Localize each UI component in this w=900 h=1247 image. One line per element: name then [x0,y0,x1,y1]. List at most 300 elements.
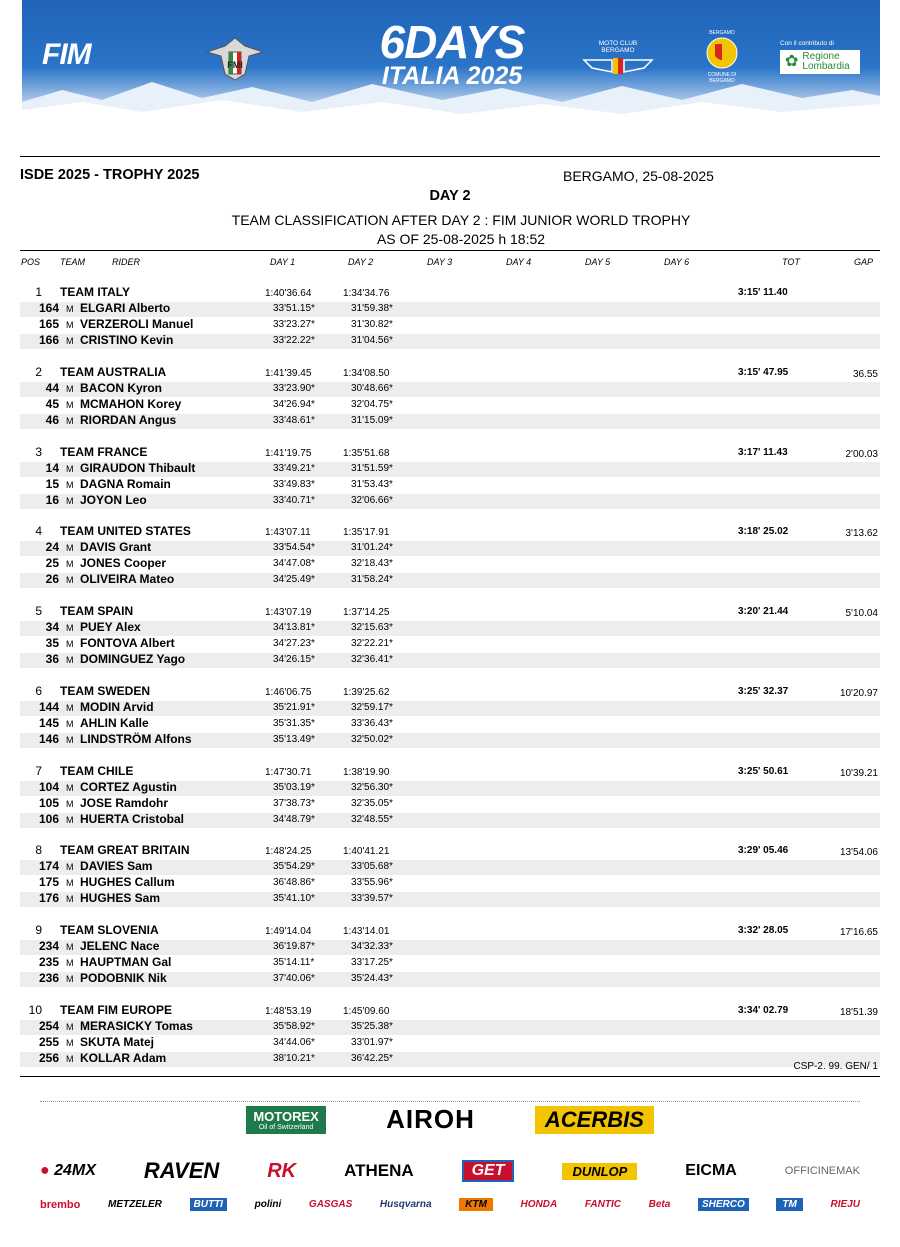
rider-class: M [66,942,74,952]
team-day2-time: 1:39'25.62 [343,687,390,698]
rider-row [20,733,880,748]
rider-day1-time: 34'27.23* [273,638,315,649]
rider-name: MODIN Arvid [80,700,154,714]
rider-day1-time: 33'23.90* [273,383,315,394]
sponsor-gasgas: GASGAS [308,1199,353,1210]
sponsor-ktm: KTM [459,1198,493,1211]
rider-name: SKUTA Matej [80,1035,155,1049]
sponsor-acerbis: ACERBIS [535,1106,654,1134]
rider-class: M [66,320,74,330]
rider-number: 24 [45,540,59,554]
rider-row [20,940,880,955]
sponsor-husqvarna: Husqvarna [379,1199,432,1210]
rider-number: 36 [45,652,59,666]
rider-number: 176 [38,891,59,905]
rider-class: M [66,384,74,394]
rider-day1-time: 34'26.94* [273,399,315,410]
rider-number: 236 [38,971,59,985]
rider-day2-time: 31'53.43* [351,479,393,490]
rider-day2-time: 31'58.24* [351,574,393,585]
col-day1: DAY 1 [270,257,296,267]
rider-name: ELGARI Alberto [80,301,171,315]
rider-day1-time: 33'54.54* [273,542,315,553]
rider-row [20,478,880,493]
team-gap: 10'20.97 [839,688,878,699]
rider-day1-time: 34'26.15* [273,654,315,665]
rider-name: HAUPTMAN Gal [80,955,172,969]
team-position: 8 [35,843,42,857]
rider-name: AHLIN Kalle [80,716,149,730]
rider-number: 164 [38,301,59,315]
sponsor-athena: ATHENA [344,1161,414,1180]
classification-title: TEAM CLASSIFICATION AFTER DAY 2 : FIM JUNIOR WORLD TROPHY [231,212,691,228]
rider-number: 16 [45,493,59,507]
rider-row [20,557,880,572]
rider-day2-time: 32'50.02* [351,734,393,745]
team-block [0,843,900,923]
rider-name: VERZEROLI Manuel [80,317,194,331]
team-position: 4 [35,524,42,538]
team-position: 5 [35,604,42,618]
col-day2: DAY 2 [348,257,374,267]
bottom-rule [20,1076,880,1077]
col-tot: TOT [782,257,800,267]
sponsor-raven: RAVEN [143,1158,220,1183]
team-position: 10 [28,1003,42,1017]
day-title: DAY 2 [429,188,471,204]
col-day6: DAY 6 [664,257,690,267]
sponsor-butti: BUTTI [190,1198,227,1211]
rider-day1-time: 35'54.29* [273,861,315,872]
sponsors-row-2 [40,1158,860,1184]
rider-class: M [66,974,74,984]
sponsor-eicma: EICMA [685,1162,737,1179]
rider-day1-time: 35'03.19* [273,782,315,793]
rider-day2-time: 32'22.21* [351,638,393,649]
rider-day1-time: 33'22.22* [273,335,315,346]
sponsor-metzeler: METZELER [107,1199,162,1210]
team-gap: 13'54.06 [839,847,878,858]
rider-day2-time: 32'59.17* [351,702,393,713]
rider-day1-time: 37'38.73* [273,798,315,809]
rider-class: M [66,862,74,872]
team-total-time: 3:17' 11.43 [738,447,788,458]
rider-day1-time: 33'49.21* [273,463,315,474]
team-gap: 17'16.65 [839,927,878,938]
rider-name: PUEY Alex [80,620,141,634]
rider-number: 35 [45,636,59,650]
rider-day1-time: 35'21.91* [273,702,315,713]
team-block [0,764,900,844]
col-pos: POS [21,257,41,267]
sponsor-divider [40,1101,860,1102]
sponsors-row-3 [40,1198,860,1211]
team-day2-time: 1:34'08.50 [343,368,390,379]
rider-row [20,653,880,668]
rider-day2-time: 35'25.38* [351,1021,393,1032]
rider-number: 235 [38,955,59,969]
rider-number: 34 [45,620,59,634]
rider-row [20,621,880,636]
sponsor-rk: RK [267,1159,297,1182]
rider-day2-time: 33'05.68* [351,861,393,872]
rider-day2-time: 32'04.75* [351,399,393,410]
rider-class: M [66,1038,74,1048]
team-gap: 10'39.21 [839,768,878,779]
team-day2-time: 1:34'34.76 [343,288,390,299]
fim-logo: FIM [42,38,91,71]
rider-class: M [66,783,74,793]
rider-row [20,1036,880,1051]
team-name: TEAM AUSTRALIA [60,365,167,379]
24mx-icon: ● [40,1162,50,1179]
bergamo-crest [706,36,738,70]
rider-day2-time: 32'06.66* [351,495,393,506]
rider-row [20,701,880,716]
lombardia-wordmark [802,52,849,72]
team-gap: 3'13.62 [845,528,878,539]
rider-class: M [66,543,74,553]
team-total-time: 3:32' 28.05 [738,925,789,936]
col-day3: DAY 3 [427,257,453,267]
24mx-wordmark: 24MX [54,1162,96,1179]
rider-row [20,717,880,732]
moto-club-wings [582,54,654,76]
rider-day2-time: 31'04.56* [351,335,393,346]
rider-row [20,334,880,349]
rider-day2-time: 30'48.66* [351,383,393,394]
rider-name: JOYON Leo [80,493,147,507]
rider-number: 26 [45,572,59,586]
header-banner [22,0,880,122]
rider-day2-time: 31'51.59* [351,463,393,474]
team-day2-time: 1:40'41.21 [343,846,390,857]
col-gap: GAP [854,257,874,267]
sponsor-beta: Beta [648,1199,671,1210]
rider-row [20,860,880,875]
rider-row [20,541,880,556]
team-name: TEAM FRANCE [60,445,148,459]
team-total-time: 3:15' 47.95 [738,367,789,378]
rider-row [20,972,880,987]
rider-class: M [66,735,74,745]
team-position: 3 [35,445,42,459]
rider-day1-time: 36'19.87* [273,941,315,952]
team-total-time: 3:34' 02.79 [738,1005,789,1016]
team-day1-time: 1:47'30.71 [265,767,312,778]
rider-row [20,813,880,828]
sponsor-sherco: SHERCO [698,1198,749,1211]
rider-number: 104 [38,780,59,794]
rider-class: M [66,480,74,490]
team-day1-time: 1:43'07.19 [265,607,312,618]
motorex-tagline: Oil of Switzerland [258,1123,314,1131]
rider-number: 256 [38,1051,59,1065]
rider-name: PODOBNIK Nik [80,971,167,985]
bergamo-crest-motto: COMUNE DI BERGAMO [707,72,737,84]
rider-name: HUGHES Callum [80,875,175,889]
team-total-time: 3:29' 05.46 [738,845,789,856]
rider-class: M [66,878,74,888]
rider-day1-time: 33'40.71* [273,495,315,506]
sponsor-rieju: RIEJU [830,1199,860,1210]
rider-day2-time: 31'15.09* [351,415,393,426]
rider-name: JONES Cooper [80,556,167,570]
rider-number: 174 [38,859,59,873]
team-position: 2 [35,365,42,379]
col-rider: RIDER [112,257,141,267]
rider-row [20,573,880,588]
rider-name: JELENC Nace [80,939,160,953]
rider-class: M [66,464,74,474]
team-total-time: 3:25' 32.37 [738,686,789,697]
six-days-subtitle: ITALIA 2025 [381,62,523,90]
rider-row [20,494,880,509]
rider-name: GIRAUDON Thibault [80,461,196,475]
bergamo-crest-city: BERGAMO [709,30,735,36]
rider-row [20,382,880,397]
team-total-time: 3:25' 50.61 [738,766,789,777]
rider-class: M [66,719,74,729]
rider-day1-time: 35'14.11* [273,957,315,968]
rider-number: 45 [45,397,59,411]
sponsor-brembo: brembo [40,1198,81,1211]
rider-day1-time: 33'23.27* [273,319,315,330]
rider-day1-time: 33'51.15* [273,303,315,314]
rider-name: HUGHES Sam [80,891,161,905]
team-name: TEAM SWEDEN [60,684,150,698]
six-days-title: 6DAYS [379,16,525,68]
rider-day2-time: 32'35.05* [351,798,393,809]
rider-day2-time: 34'32.33* [351,941,393,952]
rider-day2-time: 31'30.82* [351,319,393,330]
rider-class: M [66,623,74,633]
rider-day2-time: 33'01.97* [351,1037,393,1048]
team-block [0,1003,900,1073]
rider-number: 255 [38,1035,59,1049]
rider-row [20,956,880,971]
rider-class: M [66,894,74,904]
rider-day2-time: 32'18.43* [351,558,393,569]
team-day1-time: 1:40'36.64 [265,288,312,299]
sponsor-officinemak: OFFICINEMAK [784,1165,860,1177]
contributo-text: Con il contributo di [780,40,834,47]
rider-row [20,462,880,477]
rider-row [20,398,880,413]
rider-name: HUERTA Cristobal [80,812,185,826]
rider-day1-time: 35'41.10* [273,893,315,904]
team-name: TEAM CHILE [60,764,134,778]
event-title: ISDE 2025 - TROPHY 2025 [20,167,200,183]
rider-day2-time: 33'36.43* [351,718,393,729]
sponsor-polini: polini [254,1199,282,1210]
rider-class: M [66,575,74,585]
team-block [0,524,900,604]
document-code: CSP-2. 99. GEN/ 1 [793,1061,878,1072]
rider-day1-time: 33'48.61* [273,415,315,426]
rider-row [20,1052,880,1067]
rider-day1-time: 34'47.08* [273,558,315,569]
fmi-logo [205,34,265,82]
moto-club-bergamo-logo [582,40,654,78]
rider-row [20,414,880,429]
team-name: TEAM SPAIN [60,604,134,618]
team-day1-time: 1:46'06.75 [265,687,312,698]
team-block [0,445,900,525]
rider-row [20,797,880,812]
rider-day1-time: 36'48.86* [273,877,315,888]
rider-name: BACON Kyron [80,381,163,395]
rider-number: 106 [38,812,59,826]
moto-club-text: MOTO CLUB BERGAMO [598,40,638,54]
rider-day2-time: 36'42.25* [351,1053,393,1064]
rider-number: 165 [38,317,59,331]
rider-day2-time: 33'39.57* [351,893,393,904]
rider-name: CRISTINO Kevin [80,333,174,347]
sponsors-row-1 [40,1104,860,1135]
rider-class: M [66,304,74,314]
rider-number: 145 [38,716,59,730]
rider-number: 175 [38,875,59,889]
team-day1-time: 1:43'07.11 [265,527,311,538]
rider-class: M [66,655,74,665]
rider-day1-time: 33'49.83* [273,479,315,490]
team-day2-time: 1:43'14.01 [343,926,390,937]
team-name: TEAM UNITED STATES [60,524,191,538]
rider-class: M [66,799,74,809]
team-gap: 36.55 [852,369,878,380]
team-position: 9 [35,923,42,937]
rider-day2-time: 35'24.43* [351,973,393,984]
sponsor-dunlop: DUNLOP [562,1163,637,1180]
rider-row [20,1020,880,1035]
rider-number: 146 [38,732,59,746]
rider-day1-time: 34'13.81* [273,622,315,633]
rider-day1-time: 34'48.79* [273,814,315,825]
motorex-wordmark: MOTOREX [253,1108,319,1124]
team-gap: 5'10.04 [845,608,878,619]
team-block [0,923,900,1003]
team-name: TEAM FIM EUROPE [60,1003,173,1017]
team-position: 1 [35,285,42,299]
col-team: TEAM [60,257,86,267]
rider-day1-time: 35'58.92* [273,1021,315,1032]
rider-name: KOLLAR Adam [80,1051,167,1065]
rider-day2-time: 31'01.24* [351,542,393,553]
as-of-line: AS OF 25-08-2025 h 18:52 [376,231,546,247]
rider-day2-time: 31'59.38* [351,303,393,314]
rider-number: 25 [45,556,59,570]
rider-class: M [66,416,74,426]
sponsor-get: GET [462,1160,515,1182]
rider-class: M [66,958,74,968]
rider-number: 166 [38,333,59,347]
team-day1-time: 1:41'39.45 [265,368,312,379]
sponsor-24mx [40,1162,96,1180]
rider-day2-time: 32'48.55* [351,814,393,825]
team-day2-time: 1:45'09.60 [343,1006,390,1017]
rider-number: 105 [38,796,59,810]
fmi-logo-text: FMI [227,60,243,70]
rider-name: CORTEZ Agustin [80,780,177,794]
bergamo-crest-logo [697,30,747,84]
rider-row [20,302,880,317]
rider-day2-time: 32'15.63* [351,622,393,633]
lombardia-label: Lombardia [802,61,850,72]
rider-day1-time: 38'10.21* [273,1053,315,1064]
six-days-logo [352,16,552,90]
rider-day1-time: 37'40.06* [273,973,315,984]
rider-class: M [66,336,74,346]
rider-row [20,318,880,333]
rider-day1-time: 34'44.06* [273,1037,315,1048]
rider-row [20,781,880,796]
team-name: TEAM GREAT BRITAIN [60,843,190,857]
rider-number: 44 [45,381,59,395]
regione-label: Regione [802,51,840,62]
rider-number: 14 [45,461,59,475]
rider-number: 144 [38,700,59,714]
rider-row [20,892,880,907]
team-position: 7 [35,764,42,778]
team-block [0,604,900,684]
regione-lombardia-logo [780,40,860,74]
rider-row [20,876,880,891]
top-rule [20,156,880,157]
rider-name: RIORDAN Angus [80,413,177,427]
rider-name: DAGNA Romain [80,477,171,491]
team-day2-time: 1:38'19.90 [343,767,390,778]
rider-class: M [66,639,74,649]
rider-day2-time: 32'36.41* [351,654,393,665]
col-day4: DAY 4 [506,257,532,267]
rider-class: M [66,559,74,569]
rider-day2-time: 33'17.25* [351,957,393,968]
team-block [0,365,900,445]
team-day1-time: 1:41'19.75 [265,448,312,459]
rider-number: 254 [38,1019,59,1033]
team-position: 6 [35,684,42,698]
team-total-time: 3:18' 25.02 [738,526,789,537]
team-day1-time: 1:48'53.19 [265,1006,312,1017]
team-day2-time: 1:35'17.91 [343,527,390,538]
lombardia-flower-icon: ✿ [785,53,799,70]
rider-row [20,637,880,652]
rider-name: DAVIS Grant [80,540,152,554]
team-day2-time: 1:37'14.25 [343,607,390,618]
rider-day1-time: 34'25.49* [273,574,315,585]
sponsor-motorex [246,1106,326,1134]
rider-name: DOMINGUEZ Yago [80,652,186,666]
rider-day1-time: 35'13.49* [273,734,315,745]
rider-name: LINDSTRÖM Alfons [80,732,192,746]
team-name: TEAM ITALY [60,285,131,299]
team-name: TEAM SLOVENIA [60,923,159,937]
col-day5: DAY 5 [585,257,611,267]
sponsor-honda: HONDA [520,1199,558,1210]
rider-name: JOSE Ramdohr [80,796,169,810]
lombardia-box [780,50,860,74]
rider-day2-time: 33'55.96* [351,877,393,888]
team-day1-time: 1:48'24.25 [265,846,312,857]
team-day1-time: 1:49'14.04 [265,926,312,937]
sponsor-tm: TM [776,1198,802,1211]
sponsor-airoh: AIROH [386,1104,475,1134]
team-block [0,684,900,764]
team-day2-time: 1:35'51.68 [343,448,390,459]
rider-name: OLIVEIRA Mateo [80,572,175,586]
rider-class: M [66,496,74,506]
